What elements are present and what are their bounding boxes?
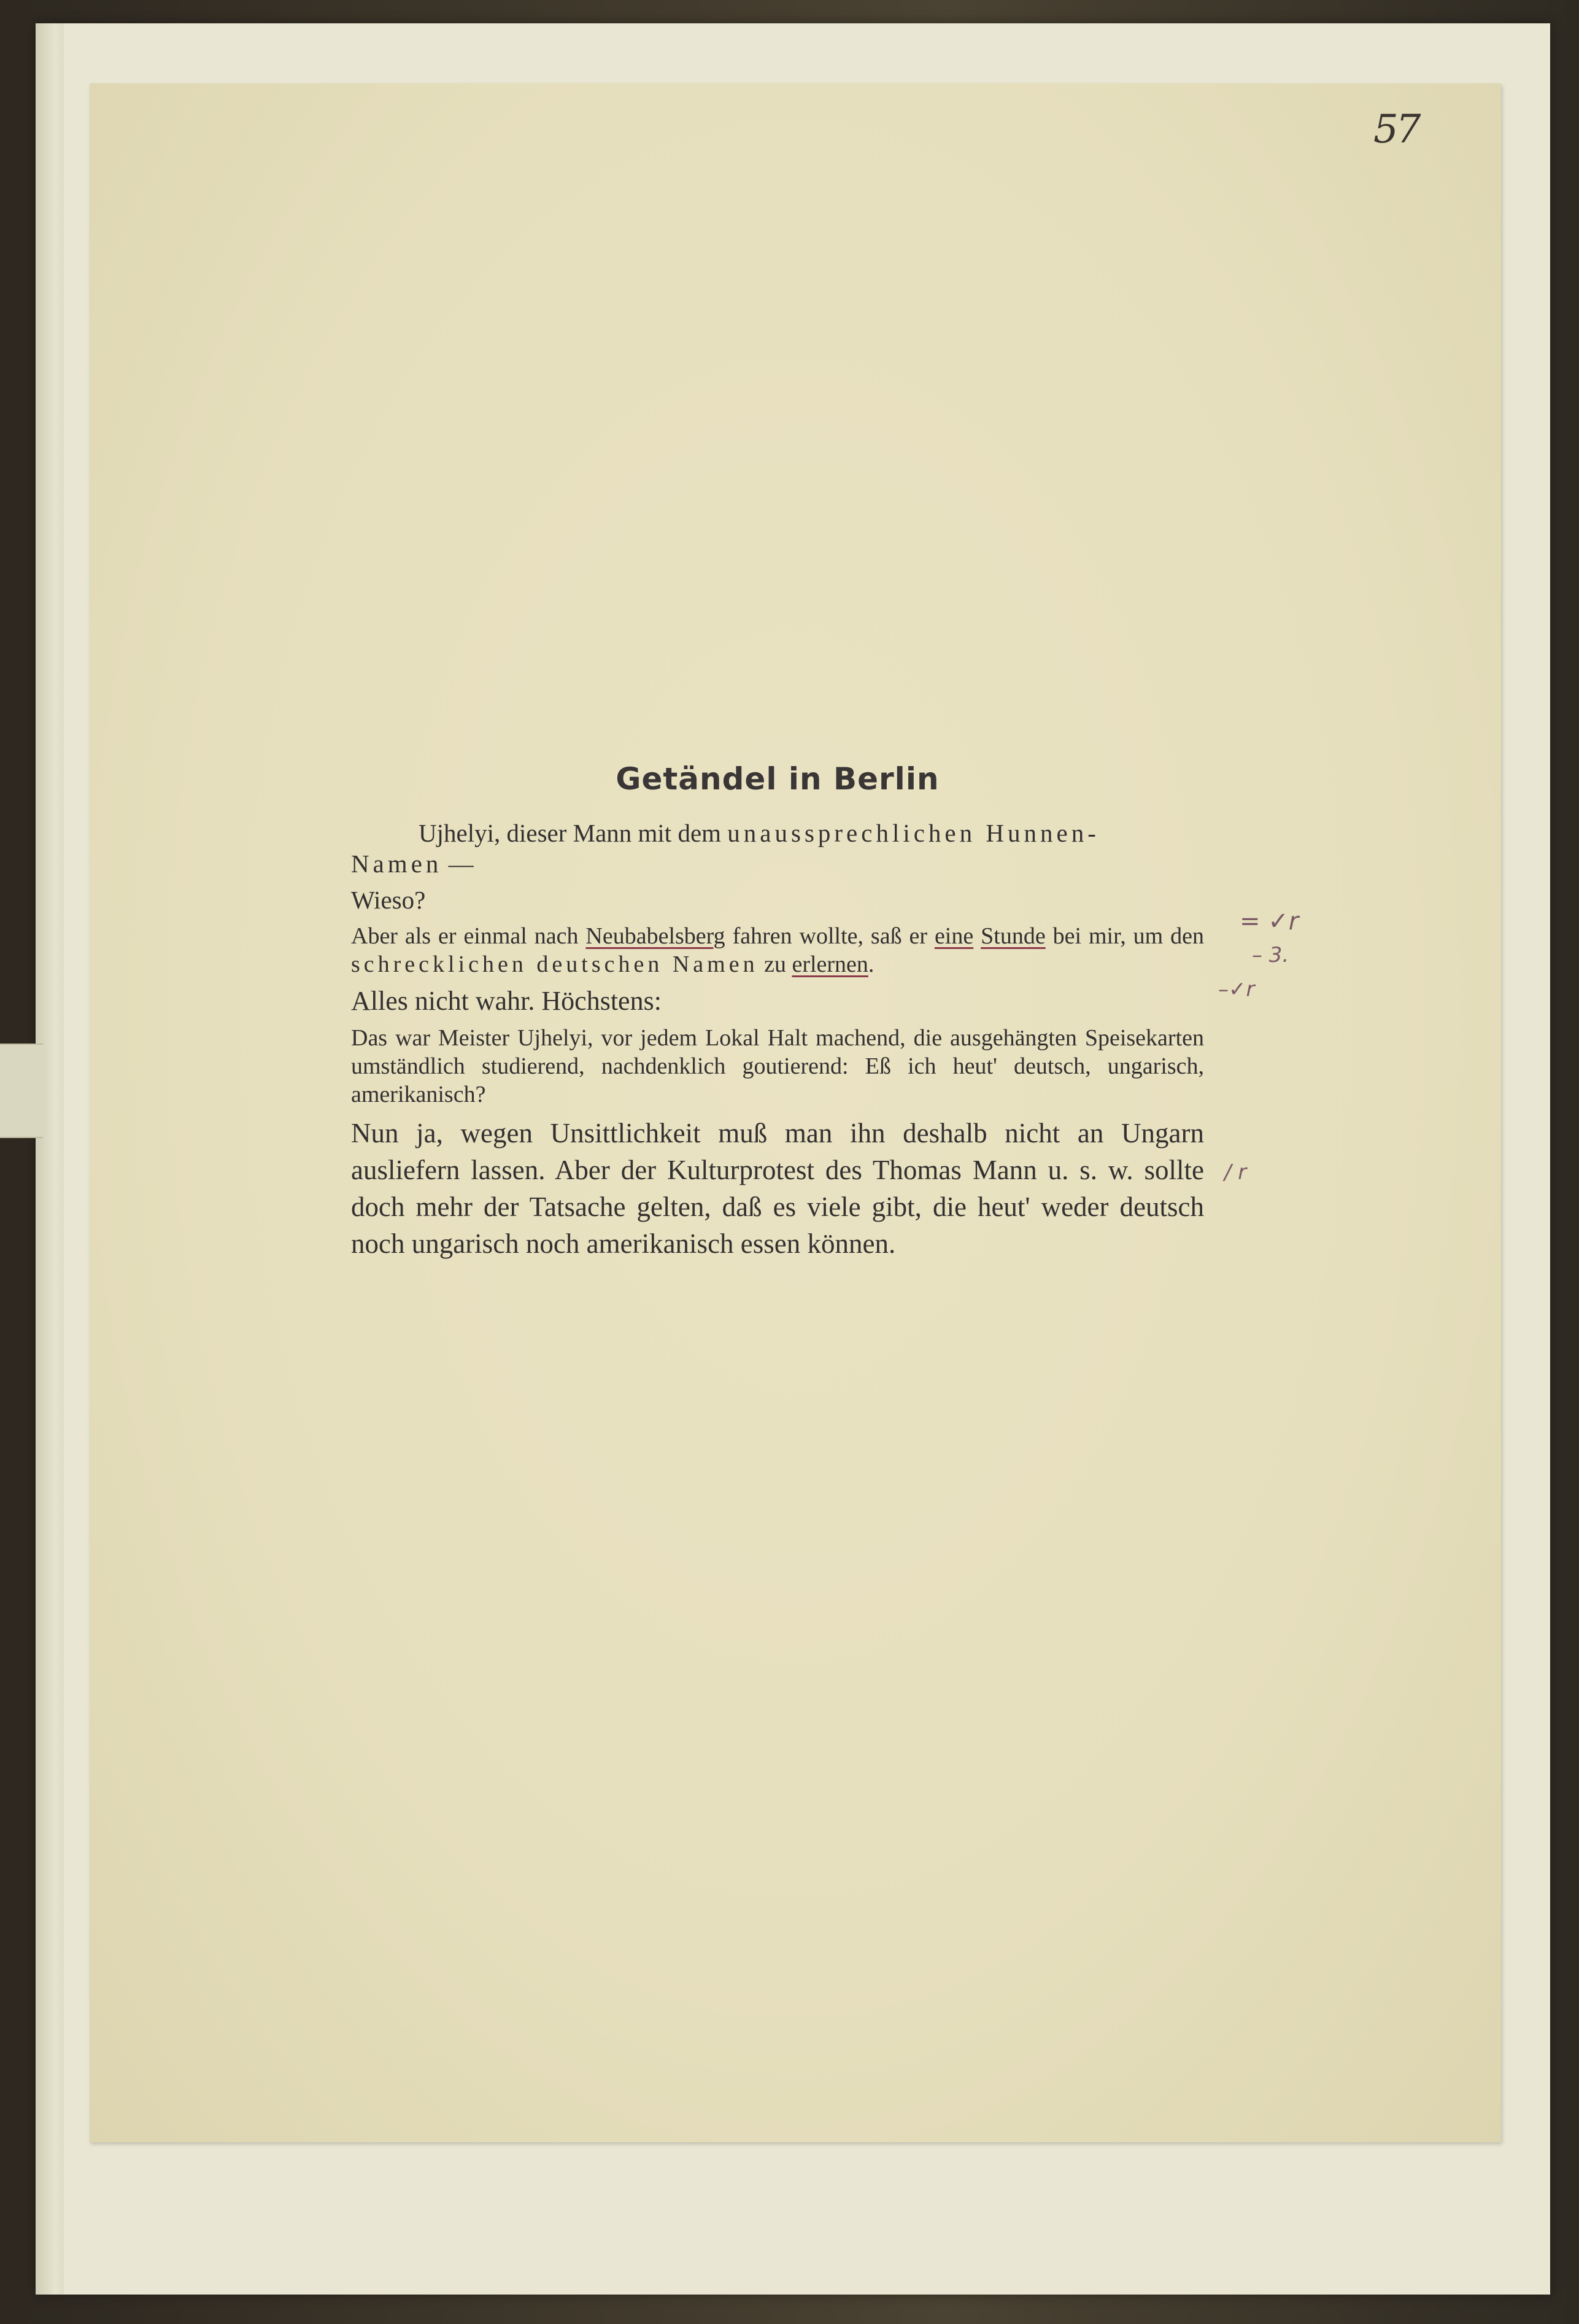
p2-underline-1: Neubabelsberg	[585, 923, 725, 949]
p2-underline-3: Stunde	[981, 923, 1046, 949]
lead-text-d: —	[442, 850, 474, 878]
p2-text-b: fahren wollte, saß er	[725, 923, 935, 949]
article-paragraph-3: Alles nicht wahr. Höchstens:	[351, 986, 662, 1016]
p2-text-d: bei mir, um den	[1045, 923, 1204, 949]
margin-note-1: = ✓r	[1240, 907, 1299, 935]
p2-text-f: .	[868, 951, 874, 977]
p2-text-c	[973, 923, 981, 949]
article-paragraph-2	[351, 922, 1204, 978]
lead-text-a: Ujhelyi, dieser Mann mit dem	[419, 819, 728, 847]
margin-note-3: –✓r	[1218, 977, 1255, 1002]
page-number: 57	[1373, 107, 1419, 152]
p2-text-e: zu	[758, 951, 792, 977]
lead-text-b: unaussprechlichen Hunnen-	[727, 819, 1100, 847]
article-paragraph-5: Nun ja, wegen Unsittlichkeit muß man ihn deshalb nicht an Ungarn ausliefern lassen. Aber der Kulturprotest des Thomas Mann u. s. w. sollte doch mehr der Tatsache gelten, daß es viele gibt, die heut' weder deutsch noch ungarisch noch amerikanisch essen können.	[351, 1118, 1204, 1259]
margin-note-2: – 3.	[1252, 943, 1289, 967]
article-paragraph-4: Das war Meister Ujhelyi, vor jedem Lokal Halt machend, die ausgehängten Speisekarten umständlich studierend, nachdenklich goutierend: Eß ich heut' deutsch, ungarisch, amerikanisch?	[351, 1025, 1204, 1107]
p2-underline-4: erlernen	[792, 951, 868, 977]
article-title: Getändel in Berlin	[616, 761, 940, 797]
p2-underline-2: eine	[934, 923, 974, 949]
page-fold	[36, 23, 64, 2295]
article-question: Wieso?	[351, 886, 426, 914]
p2-spaced: schrecklichen deutschen Namen	[351, 951, 759, 977]
article-lead	[351, 818, 1204, 879]
article	[351, 761, 1204, 1262]
lead-text-c: Namen	[351, 850, 442, 878]
p2-text-a: Aber als er einmal nach	[351, 923, 586, 949]
margin-note-4: / r	[1224, 1160, 1247, 1185]
page-tab	[0, 1044, 43, 1138]
